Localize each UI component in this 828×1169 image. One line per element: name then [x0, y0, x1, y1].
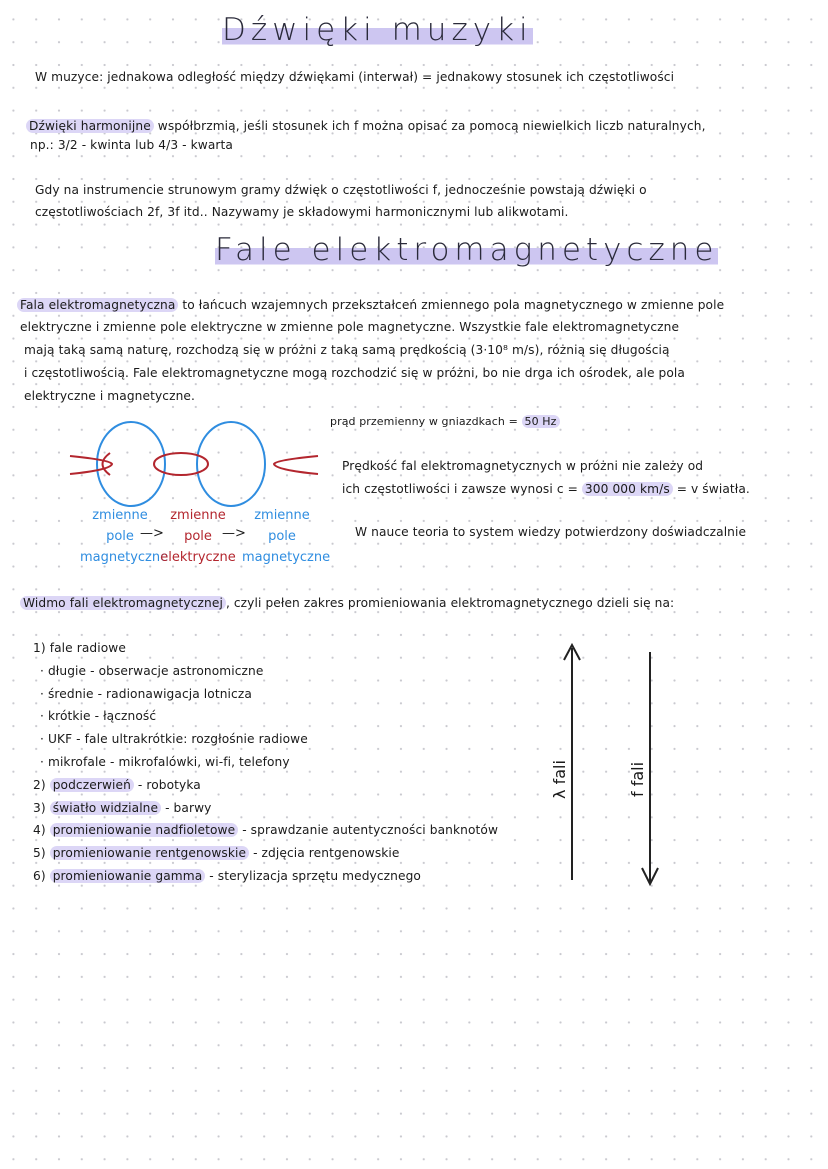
em-title: Fale elektromagnetyczne	[215, 232, 719, 268]
ac-value: 50 Hz	[522, 415, 560, 428]
list-item-number: 1)	[33, 641, 46, 655]
list-item-description: - robotyka	[133, 777, 201, 792]
list-item-number: ·	[40, 686, 44, 701]
label: zmienne	[92, 508, 148, 523]
electric-field-loop	[103, 453, 111, 475]
music-line1: W muzyce: jednakowa odległość między dźwiękami (interwał) = jednakowy stosunek ich częstotliwości	[35, 70, 675, 84]
list-item	[40, 709, 156, 723]
em-def-rest: to łańcuch wzajemnych przekształceń zmiennego pola magnetycznego w zmienne pole	[178, 298, 725, 312]
ac-text: prąd przemienny w gniazdkach =	[330, 415, 522, 428]
diagram-arrow-1: —>	[140, 526, 164, 541]
em-def-line2: elektryczne i zmienne pole elektryczne w zmienne pole magnetyczne. Wszystkie fale elektromagnetyczne	[20, 320, 680, 334]
list-item	[40, 732, 308, 746]
label: pole	[268, 529, 296, 544]
speed-line1: Prędkość fal elektromagnetycznych w próżni nie zależy od	[342, 459, 704, 473]
list-item-description: - sprawdzanie autentyczności banknotów	[238, 823, 499, 838]
list-item-term: krótkie	[47, 709, 91, 724]
list-item-term: podczerwień	[50, 778, 134, 792]
diagram-col3	[242, 505, 331, 568]
list-item-number: 3)	[33, 800, 46, 815]
list-item	[40, 755, 290, 769]
list-item	[40, 687, 252, 701]
speed-text-end: = v światła.	[672, 482, 750, 496]
list-item-term: promieniowanie nadfioletowe	[50, 823, 239, 837]
electric-field-loop	[154, 453, 208, 475]
list-item	[33, 801, 211, 815]
harmonic-line2: np.: 3/2 - kwinta lub 4/3 - kwarta	[30, 138, 233, 152]
list-item-term: fale radiowe	[49, 641, 126, 655]
list-item-term: promieniowanie gamma	[50, 869, 206, 883]
list-item-number: ·	[40, 709, 44, 724]
label: pole	[106, 529, 134, 544]
list-item-term: długie	[47, 663, 87, 678]
list-item-term: mikrofale	[47, 755, 107, 769]
em-def-line3: mają taką samą naturę, rozchodzą się w próżni z taką samą prędkością (3·10⁸ m/s), różnią się długością	[24, 343, 670, 357]
label: zmienne	[170, 508, 226, 523]
em-def-term: Fala elektromagnetyczna	[17, 298, 178, 312]
list-item	[33, 823, 498, 837]
list-item	[40, 664, 263, 678]
list-item	[33, 641, 126, 655]
list-item-term: światło widzialne	[50, 801, 161, 815]
music-title: Dźwięki muzyki	[222, 12, 533, 48]
list-item-description: - obserwacje astronomiczne	[86, 663, 264, 678]
frequency-axis-label: f fali	[628, 761, 648, 798]
list-item-description: - łączność	[90, 709, 157, 724]
theory-note: W nauce teoria to system wiedzy potwierdzony doświadczalnie	[355, 525, 747, 539]
speed-text: ich częstotliwości i zawsze wynosi c =	[342, 482, 582, 496]
strings-line2: częstotliwościach 2f, 3f itd.. Nazywamy je składowymi harmonicznymi lub alikwotami.	[35, 205, 569, 219]
em-def-line5: elektryczne i magnetyczne.	[24, 389, 195, 403]
list-item	[33, 869, 421, 883]
spectrum-intro	[20, 596, 674, 610]
harmonic-term: Dźwięki harmonijne	[26, 119, 154, 133]
wavelength-axis-label: λ fali	[549, 760, 569, 799]
speed-value: 300 000 km/s	[582, 482, 673, 496]
list-item	[33, 846, 400, 860]
list-item-description: - barwy	[161, 800, 212, 815]
label: zmienne	[254, 508, 310, 523]
strings-line1: Gdy na instrumencie strunowym gramy dźwięk o częstotliwości f, jednocześnie powstają dźwięki o	[35, 183, 647, 197]
list-item-description: - zdjęcia rentgenowskie	[249, 846, 400, 861]
list-item-number: 4)	[33, 823, 46, 838]
list-item-term: promieniowanie rentgenowskie	[50, 846, 249, 860]
list-item-term: średnie	[47, 686, 94, 701]
list-item-number: 6)	[33, 869, 46, 883]
list-item-number: ·	[40, 732, 44, 747]
diagram-arrow-2: —>	[222, 526, 246, 541]
electric-field-loop	[274, 456, 318, 474]
speed-line2	[342, 482, 750, 496]
label: magnetyczne	[80, 550, 169, 565]
list-item-number: ·	[40, 663, 44, 678]
list-item-number: 5)	[33, 846, 46, 861]
list-item-number: 2)	[33, 777, 46, 792]
label: pole	[184, 529, 212, 544]
list-item-description: - fale ultrakrótkie: rozgłośnie radiowe	[72, 732, 308, 747]
harmonic-rest: współbrzmią, jeśli stosunek ich f można opisać za pomocą niewielkich liczb naturalnych,	[153, 119, 706, 133]
spectrum-rest: , czyli pełen zakres promieniowania elektromagnetycznego dzieli się na:	[225, 596, 675, 610]
list-item-number: ·	[40, 755, 44, 769]
em-def-line4: i częstotliwością. Fale elektromagnetyczne mogą rozchodzić się w próżni, bo nie drga ich ośrodek, ale pola	[24, 366, 685, 380]
list-item-description: - sterylizacja sprzętu medycznego	[205, 869, 421, 883]
label: magnetyczne	[242, 550, 331, 565]
label: elektryczne	[160, 550, 236, 565]
list-item-term: UKF	[47, 732, 73, 747]
list-item-description: - radionawigacja lotnicza	[93, 686, 252, 701]
list-item	[33, 778, 201, 792]
list-item-description: - mikrofalówki, wi-fi, telefony	[106, 755, 290, 769]
spectrum-term: Widmo fali elektromagnetycznej	[20, 596, 226, 610]
